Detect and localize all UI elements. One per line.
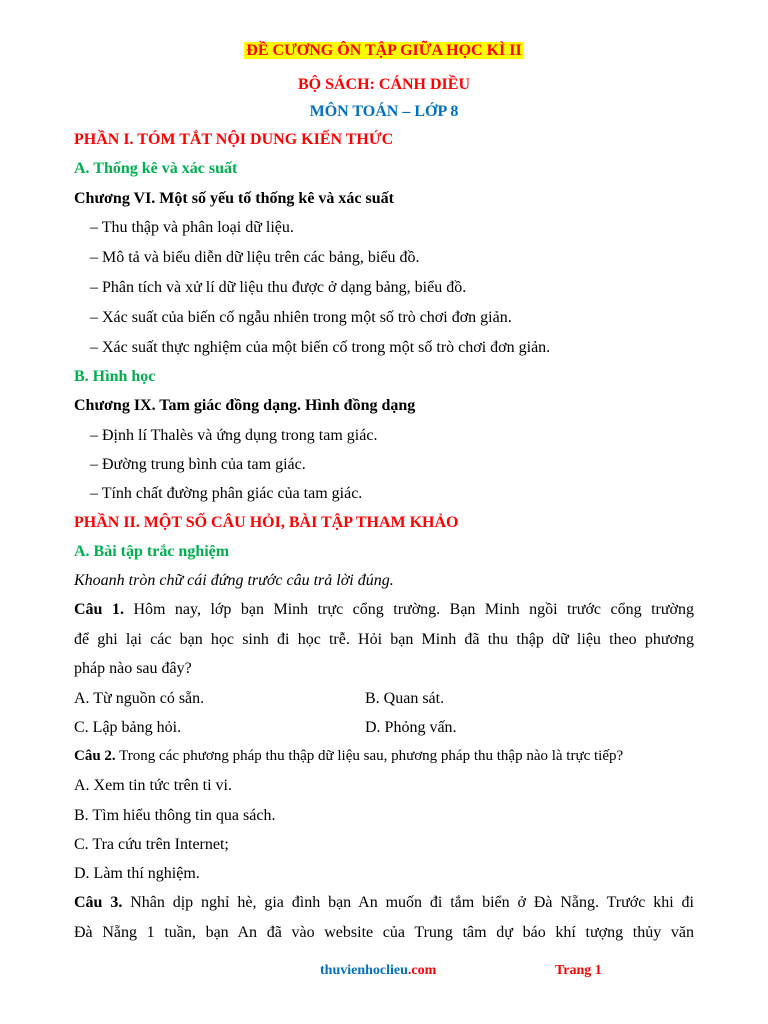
list-item: – Tính chất đường phân giác của tam giác.	[90, 485, 363, 502]
question-text: Trong các phương pháp thu thập dữ liệu sau, phương pháp thu thập nào là trực tiếp?	[115, 748, 624, 764]
question-text: Nhân dịp nghỉ hè, gia đình bạn An muốn đi tắm biển ở Đà Nẵng. Trước khi đi	[122, 894, 694, 911]
list-item: – Xác suất của biến cố ngẫu nhiên trong một số trò chơi đơn giản.	[90, 309, 512, 326]
answer-option: D. Làm thí nghiệm.	[74, 865, 200, 882]
list-item: – Mô tả và biểu diễn dữ liệu trên các bảng, biểu đồ.	[90, 249, 420, 266]
subject-grade: MÔN TOÁN – LỚP 8	[309, 103, 459, 120]
doc-title: ĐỀ CƯƠNG ÔN TẬP GIỮA HỌC KÌ II	[246, 42, 522, 59]
question-label: Câu 2.	[74, 748, 116, 764]
instruction: Khoanh tròn chữ cái đứng trước câu trả lời đúng.	[74, 572, 394, 589]
footer-website[interactable]	[320, 963, 436, 979]
question-1-line: để ghi lại các bạn học sinh đi học trễ. Hỏi bạn Minh đã thu thập dữ liệu theo phương	[74, 631, 694, 648]
list-item: – Phân tích và xử lí dữ liệu thu được ở dạng bảng, biểu đồ.	[90, 279, 467, 296]
question-1-line	[74, 601, 694, 619]
exercise-heading: A. Bài tập trắc nghiệm	[74, 543, 230, 560]
answer-option: D. Phỏng vấn.	[365, 719, 457, 736]
answer-option: A. Từ nguồn có sẵn.	[74, 690, 205, 707]
answer-option: C. Lập bảng hỏi.	[74, 719, 182, 736]
part1-heading: PHẦN I. TÓM TẮT NỘI DUNG KIẾN THỨC	[74, 131, 394, 148]
answer-option: A. Xem tin tức trên ti vi.	[74, 777, 232, 794]
chapter-9-heading: Chương IX. Tam giác đồng dạng. Hình đồng dạng	[74, 397, 416, 414]
website-suffix: .com	[407, 963, 437, 978]
question-label: Câu 3.	[74, 894, 123, 911]
answer-option: B. Quan sát.	[365, 690, 445, 707]
answer-option: C. Tra cứu trên Internet;	[74, 836, 229, 853]
question-3-line: Đà Nẵng 1 tuần, bạn An đã vào website của Trung tâm dự báo khí tượng thủy văn	[74, 924, 694, 941]
answer-option: B. Tìm hiểu thông tin qua sách.	[74, 807, 276, 824]
chapter-6-heading: Chương VI. Một số yếu tố thống kê và xác suất	[74, 190, 394, 207]
question-text: Hôm nay, lớp bạn Minh trực cổng trường. Bạn Minh ngồi trước cổng trường	[123, 601, 695, 618]
question-1-line: pháp nào sau đây?	[74, 660, 192, 677]
section-b-heading: B. Hình học	[74, 368, 156, 385]
page-number: Trang 1	[555, 963, 602, 978]
question-3-line	[74, 894, 694, 912]
list-item: – Đường trung bình của tam giác.	[90, 456, 306, 473]
question-2-line	[74, 748, 623, 765]
question-label: Câu 1.	[74, 601, 124, 618]
list-item: – Định lí Thalès và ứng dụng trong tam giác.	[90, 427, 378, 444]
part2-heading: PHẦN II. MỘT SỐ CÂU HỎI, BÀI TẬP THAM KHẢO	[74, 514, 459, 531]
list-item: – Thu thập và phân loại dữ liệu.	[90, 219, 294, 236]
list-item: – Xác suất thực nghiệm của một biến cố trong một số trò chơi đơn giản.	[90, 339, 551, 356]
book-series: BỘ SÁCH: CÁNH DIỀU	[297, 76, 470, 93]
website-name: thuvienhoclieu	[320, 963, 408, 978]
section-a-heading: A. Thống kê và xác suất	[74, 160, 238, 177]
